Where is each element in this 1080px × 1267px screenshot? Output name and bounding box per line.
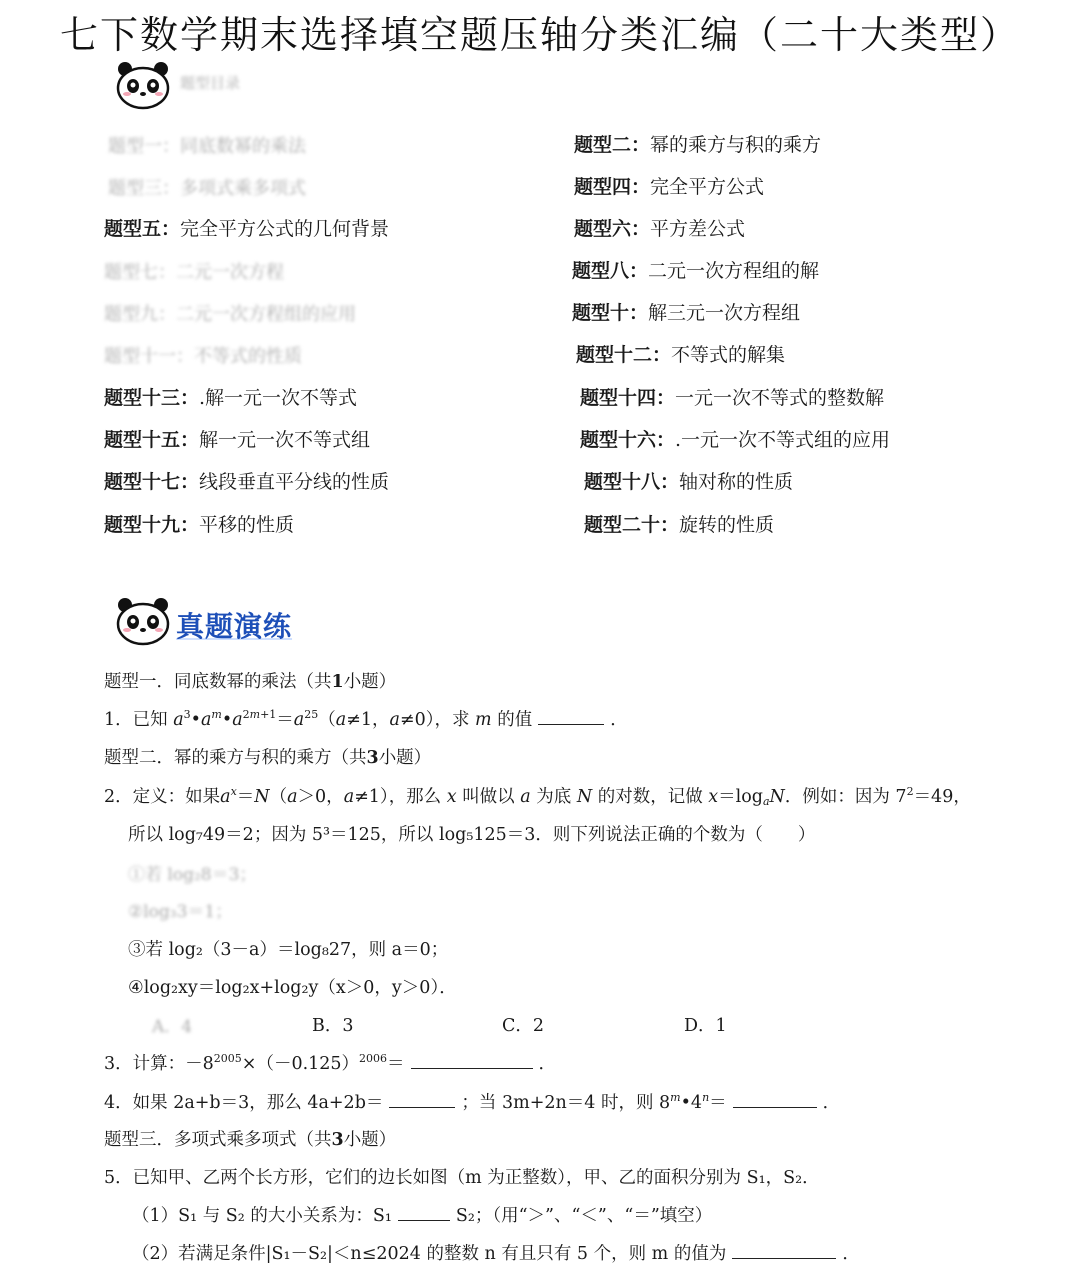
q5-part2-blank[interactable] bbox=[732, 1240, 836, 1259]
toc-item-type15[interactable]: 题型十五：解一元一次不等式组 bbox=[104, 429, 371, 451]
q3-answer-blank[interactable] bbox=[411, 1050, 533, 1069]
question-4: 4．如果 2a+b＝3，那么 4a+2b＝ ；当 3m+2n＝4 时，则 $8^m•4^n=$ ． bbox=[104, 1091, 841, 1113]
q2-option-2-blurred: ②log₃3＝1； bbox=[128, 902, 233, 922]
q2-option-4: ④log₂xy＝log₂x+log₂y（x＞0，y＞0）． bbox=[128, 978, 457, 998]
type3-header: 题型三．多项式乘多项式（共3小题） bbox=[104, 1130, 397, 1150]
toc-item-type16[interactable]: 题型十六：.一元一次不等式组的应用 bbox=[580, 429, 891, 451]
q5-part1-blank[interactable] bbox=[398, 1202, 450, 1221]
panda-logo-icon-2 bbox=[115, 596, 171, 646]
toc-item-type5[interactable]: 题型五：完全平方公式的几何背景 bbox=[104, 218, 390, 240]
toc-item-type14[interactable]: 题型十四：一元一次不等式的整数解 bbox=[580, 387, 885, 409]
q2-choice-c[interactable]: C．2 bbox=[502, 1016, 545, 1036]
panda-logo-icon bbox=[115, 60, 171, 110]
toc-heading-blurred: 题型目录 bbox=[180, 74, 241, 92]
question-3: 3．计算：$-8^{2005}\times(-0.125)^{2006}=$ ． bbox=[104, 1052, 557, 1074]
q4-answer-blank-1[interactable] bbox=[389, 1089, 455, 1108]
toc-item-type13[interactable]: 题型十三：.解一元一次不等式 bbox=[104, 387, 358, 409]
question-5-part-2: （2）若满足条件|S₁－S₂|＜n≤2024 的整数 n 有且只有 5 个，则 m 的值为 ． bbox=[132, 1240, 860, 1265]
toc-left-5-blurred: 题型九：二元一次方程组的应用 bbox=[104, 304, 356, 325]
toc-item-type6[interactable]: 题型六：平方差公式 bbox=[574, 218, 746, 240]
q2-choice-b[interactable]: B．3 bbox=[312, 1016, 354, 1036]
q2-option-1-blurred: ①若 log₂8＝3； bbox=[128, 865, 257, 885]
toc-left-2-blurred: 题型三：多项式乘多项式 bbox=[108, 178, 306, 199]
page-title: 七下数学期末选择填空题压轴分类汇编（二十大类型） bbox=[59, 13, 1020, 57]
toc-left-4-blurred: 题型七：二元一次方程 bbox=[104, 262, 284, 283]
toc-left-6-blurred: 题型十一：不等式的性质 bbox=[104, 346, 302, 367]
question-1: 1．已知 $a^3•a^m•a^{2m+1}=a^{25}(a\ne 1$，a≠0），求 m 的值 ． bbox=[104, 708, 628, 730]
toc-item-type18[interactable]: 题型十八：轴对称的性质 bbox=[584, 471, 794, 493]
question-5-line-1: 5．已知甲、乙两个长方形，它们的边长如图（m 为正整数），甲、乙的面积分别为 S₁，S₂． bbox=[104, 1168, 820, 1188]
q2-choice-d[interactable]: D．1 bbox=[684, 1016, 727, 1036]
q2-choice-a-blurred: A．4 bbox=[152, 1017, 193, 1037]
toc-left-1-blurred: 题型一：同底数幂的乘法 bbox=[108, 136, 306, 157]
q2-option-3: ③若 log₂（3－a）＝log₈27，则 a＝0； bbox=[128, 940, 449, 960]
q1-answer-blank[interactable] bbox=[538, 706, 604, 725]
section-heading: 真题演练 bbox=[176, 610, 293, 643]
toc-item-type4[interactable]: 题型四：完全平方公式 bbox=[574, 176, 765, 198]
question-2-line-1: 2．定义：如果$a^x=N(a>0$，a≠1），那么 x 叫做以 a 为底 N 的对数，记做 $x=\log_aN$．例如：因为 $7^2=49$， bbox=[104, 785, 971, 808]
type1-header: 题型一．同底数幂的乘法（共1小题） bbox=[104, 672, 397, 692]
toc-item-type20[interactable]: 题型二十：旋转的性质 bbox=[584, 514, 775, 536]
question-2-line-2: 所以 log₇49＝2；因为 5³＝125，所以 log₅125＝3．则下列说法正确的个数为（ ） bbox=[128, 825, 816, 845]
toc-item-type12[interactable]: 题型十二：不等式的解集 bbox=[576, 344, 786, 366]
toc-item-type2[interactable]: 题型二：幂的乘方与积的乘方 bbox=[574, 134, 822, 156]
toc-item-type10[interactable]: 题型十：解三元一次方程组 bbox=[572, 302, 801, 324]
toc-item-type17[interactable]: 题型十七：线段垂直平分线的性质 bbox=[104, 471, 390, 493]
q4-answer-blank-2[interactable] bbox=[733, 1089, 817, 1108]
toc-item-type19[interactable]: 题型十九：平移的性质 bbox=[104, 514, 295, 536]
type2-header: 题型二．幂的乘方与积的乘方（共3小题） bbox=[104, 748, 432, 768]
question-5-part-1: （1）S₁ 与 S₂ 的大小关系为：S₁ S₂；（用“＞”、“＜”、“＝”填空） bbox=[132, 1202, 712, 1227]
toc-item-type8[interactable]: 题型八：二元一次方程组的解 bbox=[572, 260, 820, 282]
